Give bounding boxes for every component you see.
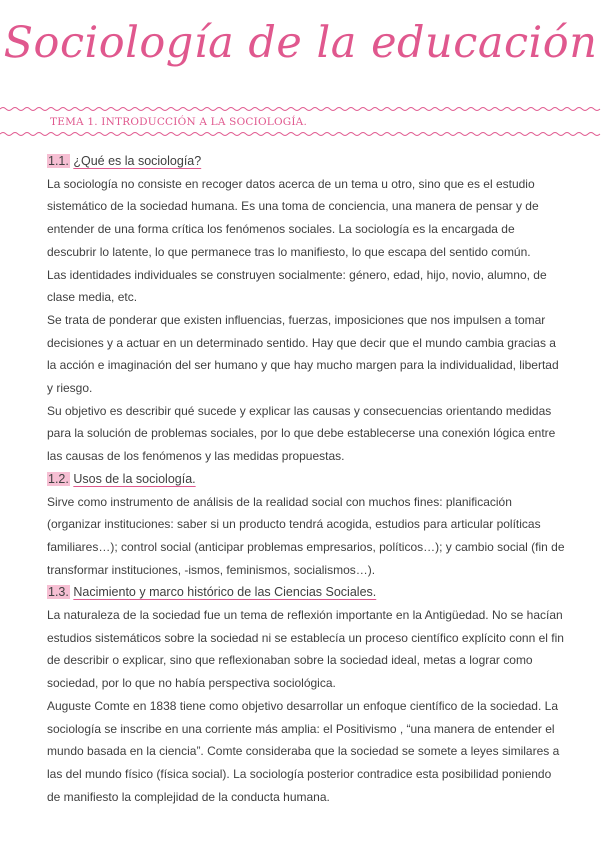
- paragraph: Auguste Comte en 1838 tiene como objetivo desarrollar un enfoque científico de la sociedad. La sociología se inscribe en una corriente más amplia: el Positivismo , “una manera de entender el mundo basada en la ciencia”. Comte consideraba que la sociedad se somete a leyes similares a las del mundo físico (física social). La sociología posterior contradice esta posibilidad poniendo de manifiesto la complejidad de la conducta humana.: [47, 698, 560, 804]
- section-number: 1.3.: [48, 585, 69, 600]
- section-heading: [47, 150, 567, 173]
- paragraph: Las identidades individuales se construyen socialmente: género, edad, hijo, novio, alumno, de clase media, etc.: [47, 267, 547, 305]
- section-title: ¿Qué es la sociología?: [73, 154, 202, 168]
- section-number: 1.1.: [48, 154, 69, 168]
- section-title: Nacimiento y marco histórico de las Ciencias Sociales.: [73, 585, 377, 600]
- paragraph: Sirve como instrumento de análisis de la realidad social con muchos fines: planificación (organizar instituciones: saber si un producto tendrá acogida, estudios para articular políticas familiares…); control social (anticipar problemas empresarios, políticos…); y cambio social (fin de transformar instituciones, -ismos, feminismos, socialismos…).: [47, 494, 565, 577]
- section-que-es-la-sociologia: [47, 150, 567, 468]
- document-body: [47, 150, 567, 808]
- paragraph: La naturaleza de la sociedad fue un tema de reflexión importante en la Antigüedad. No se hacían estudios sistemáticos sobre la sociedad ni se establecía un proceso científico explícito conn el fin de describir o explicar, sino que reflexionaban sobre la sociedad ideal, metas a lograr como sociedad, por lo que no había perspectiva sociológica.: [47, 608, 564, 691]
- paragraph: La sociología no consiste en recoger datos acerca de un tema u otro, sino que es el estudio sistemático de la sociedad humana. Es una toma de conciencia, una manera de pensar y de entender de una forma crítica los fenómenos sociales. La sociología es la encargada de descubrir lo latente, lo que permanece tras lo manifiesto, lo que escapa del sentido común.: [47, 176, 539, 259]
- wavy-divider-bottom: [0, 131, 601, 137]
- section-title: Usos de la sociología.: [73, 471, 196, 486]
- page-title: Sociología de la educación: [3, 18, 598, 68]
- section-heading: [47, 468, 567, 491]
- section-number: 1.2.: [48, 471, 69, 486]
- section-usos-de-la-sociologia: [47, 468, 567, 582]
- wavy-divider-top: [0, 106, 601, 112]
- paragraph: Se trata de ponderar que existen influencias, fuerzas, imposiciones que nos impulsen a tomar decisiones y a actuar en un determinado sentido. Hay que decir que el mundo cambia gracias a la acción e imaginación del ser humano y que hay mucho margen para la individualidad, libertad y riesgo.: [47, 312, 559, 396]
- tema-heading: TEMA 1. INTRODUCCIÓN A LA SOCIOLOGÍA.: [50, 116, 308, 128]
- section-heading: [47, 581, 567, 604]
- section-nacimiento-y-marco-historico: [47, 581, 567, 808]
- paragraph: Su objetivo es describir qué sucede y explicar las causas y consecuencias orientando medidas para la solución de problemas sociales, por lo que debe establecerse una conexión lógica entre las causas de los fenómenos y las medidas propuestas.: [47, 403, 556, 464]
